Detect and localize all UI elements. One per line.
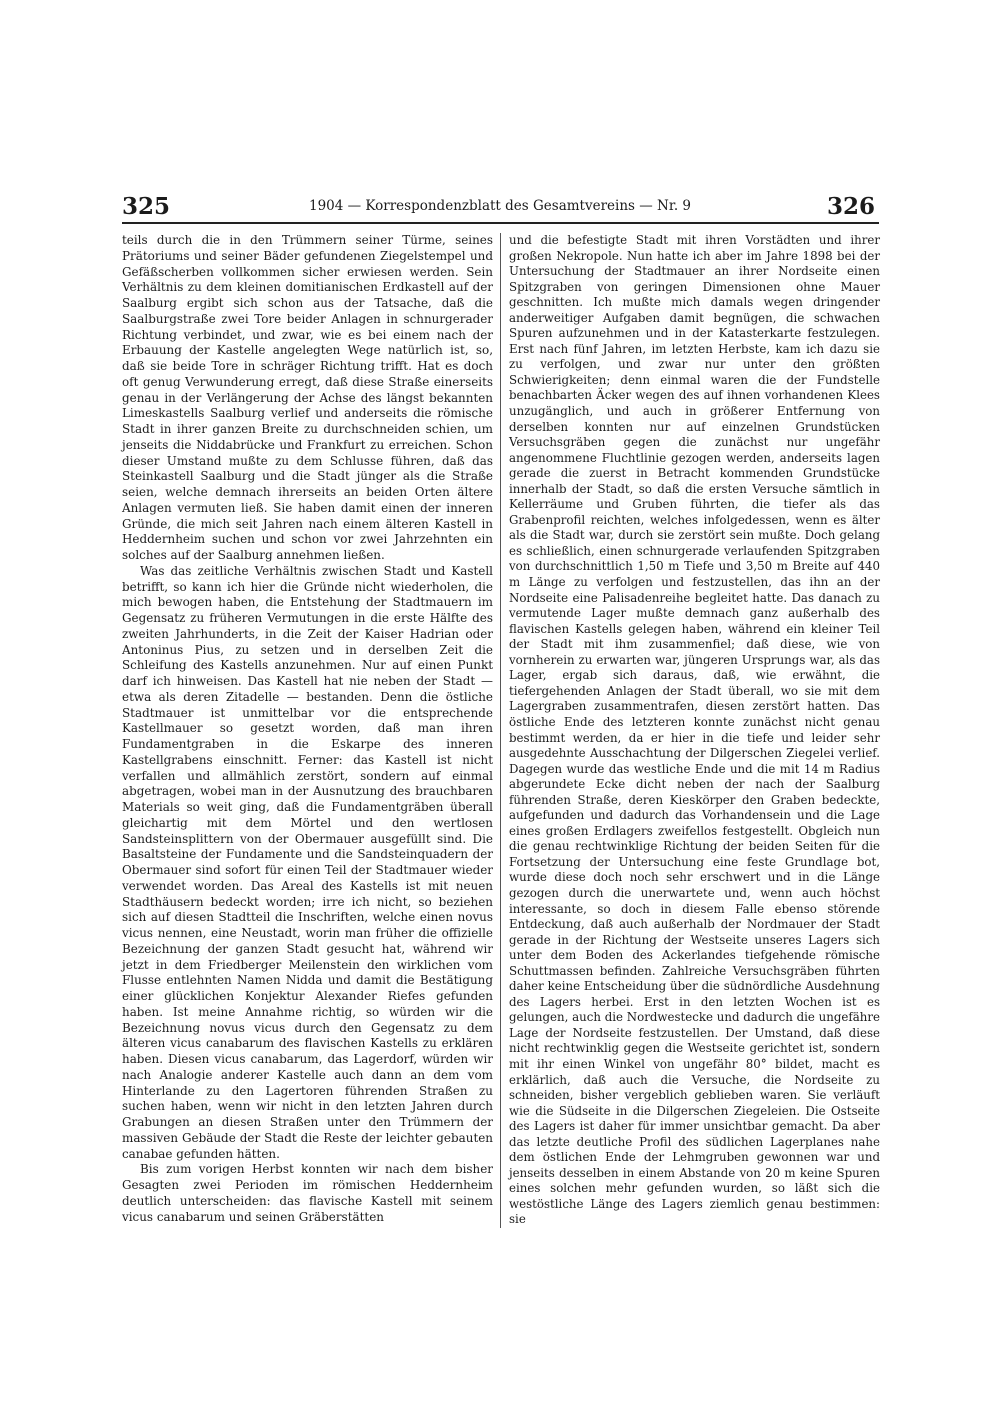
- page-number-right: 326: [826, 193, 875, 220]
- paragraph: Was das zeitliche Verhältnis zwischen Stadt und Kastell betrifft, so kann ich hier die Gründe nicht wiederholen, die mich bewogen haben, die Entstehung der Stadtmauern im Gegensatz zu früheren Vermutungen in die erste Hälfte des zweiten Jahrhunderts, in die Zeit der Kaiser Hadrian oder Antoninus Pius, zu setzen und in derselben Zeit die Schleifung des Kastells anzunehmen. Nur auf einen Punkt darf ich hinweisen. Das Kastell hat nie neben der Stadt — etwa als deren Zitadelle — bestanden. Denn die östliche Stadtmauer ist unmittelbar vor die entsprechende Kastellmauer so gesetzt worden, daß man ihren Fundamentgraben in die Eskarpe des inneren Kastellgrabens einschnitt. Ferner: das Kastell ist nicht verfallen und allmählich zerstört, sondern auf einmal abgetragen, wobei man in der Ausnutzung des brauchbaren Materials so weit ging, daß die Fundamentgräben überall gleichartig mit dem Mörtel und den wertlosen Sandsteinsplittern von der Obermauer ausgefüllt sind. Die Basaltsteine der Fundamente und die Sandsteinquadern der Obermauer sind sofort für einen Teil der Stadtmauer wieder verwendet worden. Das Areal des Kastells ist mit neuen Stadthäusern bedeckt worden; irre ich nicht, so beziehen sich auf diesen Stadtteil die Inschriften, welche einen novus vicus nennen, eine Neustadt, worin man früher die offizielle Bezeichnung der ganzen Stadt gesucht hat, während wir jetzt in dem Friedberger Meilenstein den wirklichen vom Flusse entlehnten Namen Nidda und damit die Bestätigung einer glücklichen Konjektur Alexander Riefes gefunden haben. Ist meine Annahme richtig, so würden wir die Bezeichnung novus vicus durch den Gegensatz zu dem älteren vicus canabarum des flavischen Kastells zu erklären haben. Diesen vicus canabarum, das Lagerdorf, würden wir nach Analogie anderer Kastelle auch dann an dem vom Hinterlande zu den Lagertoren führenden Straßen zu suchen haben, wenn wir nicht in den letzten Jahren durch Grabungen an diesen Straßen unter den Trümmern der massiven Gebäude der Stadt die Reste der leichter gebauten canabae gefunden hätten.: [122, 563, 493, 1161]
- paragraph: und die befestigte Stadt mit ihren Vorstädten und ihrer großen Nekropole. Nun hatte ich aber im Jahre 1898 bei der Untersuchung der Stadtmauer an ihrer Nordseite einen Spitzgraben von geringen Dimensionen ohne Mauer geschnitten. Ich mußte mich damals wegen dringender anderweitiger Aufgaben damit begnügen, die schwachen Spuren aufzunehmen und in der Katasterkarte festzulegen. Erst nach fünf Jahren, im letzten Herbste, kam ich dazu sie zu verfolgen, und zwar nur unter den größten Schwierigkeiten; denn einmal waren die der Fundstelle benachbarten Äcker wegen des auf ihnen vorhandenen Klees unzugänglich, und auch in größerer Entfernung von derselben konnten nur auf einzelnen Grundstücken Versuchsgräben gegen die zunächst nur ungefähr angenommene Fluchtlinie gezogen werden, anderseits lagen gerade die zuerst in Betracht kommenden Grundstücke innerhalb der Stadt, so daß die ersten Versuche sämtlich in Kellerräume und Gruben führten, die tiefer als das Grabenprofil reichten, welches infolgedessen, wenn es älter als die Stadt war, durch sie zerstört sein mußte. Doch gelang es schließlich, einen schnurgerade verlaufenden Spitzgraben von durchschnittlich 1,50 m Tiefe und 3,50 m Breite auf 440 m Länge zu verfolgen und festzustellen, das ihn an der Nordseite eine Palisadenreihe begleitet hatte. Das danach zu vermutende Lager mußte demnach ganz außerhalb des flavischen Kastells gelegen haben, während ein kleiner Teil der Stadt mit ihm zusammenfiel; daß diese, wie von vornherein zu erwarten war, jüngeren Ursprungs war, als das Lager, ergab sich daraus, daß, wie erwähnt, die tiefergehenden Anlagen der Stadt überall, wo sie mit dem Lagergraben zusammentrafen, diesen zerstört hatten. Das östliche Ende des letzteren konnte zunächst nicht genau bestimmt werden, da er hier in die tiefe und leider sehr ausgedehnte Ausschachtung der Dilgerschen Ziegelei verlief. Dagegen wurde das westliche Ende und die mit 14 m Radius abgerundete Ecke dicht neben der nach der Saalburg führenden Straße, deren Kieskörper den Graben bedeckte, aufgefunden und dadurch das Vorhandensein und die Lage eines großen Erdlagers zweifellos festgestellt. Obgleich nun die genau rechtwinklige Richtung der beiden Seiten für die Fortsetzung der Untersuchung eine feste Grundlage bot, wurde diese doch noch sehr erschwert und in die Länge gezogen durch die unerwartete und, wenn auch höchst interessante, so doch in diesem Falle ebenso störende Entdeckung, daß auch außerhalb der Nordmauer der Stadt gerade in der Richtung der Westseite unseres Lagers sich unter dem Boden des Ackerlandes tiefgehende römische Schuttmassen befinden. Zahlreiche Versuchsgräben führten daher keine Entscheidung über die südnördliche Ausdehnung des Lagers herbei. Erst in den letzten Wochen ist es gelungen, auch die Nordwestecke und dadurch die ungefähre Lage der Nordseite festzustellen. Der Umstand, daß diese nicht rechtwinklig gegen die Westseite gerichtet ist, sondern mit ihr einen Winkel von ungefähr 80° bildet, macht es erklärlich, daß auch die Versuche, die Nordseite zu schneiden, bisher vergeblich geblieben waren. Sie verläuft wie die Südseite in die Dilgerschen Ziegeleien. Die Ostseite des Lagers ist daher für immer unsichtbar gemacht. Da aber das letzte deutliche Profil des südlichen Lagerplanes nahe dem östlichen Ende der Lehmgruben gewonnen war und jenseits desselben in einem Abstande von 20 m keine Spuren eines solchen mehr gefunden wurden, so läßt sich die westöstliche Länge des Lagers ziemlich genau bestimmen: sie: [509, 233, 880, 1227]
- paragraph: Bis zum vorigen Herbst konnten wir nach dem bisher Gesagten zwei Perioden im römischen Heddernheim deutlich unterscheiden: das flavische Kastell mit seinem vicus canabarum und seinen Gräberstätten: [122, 1162, 493, 1224]
- left-column: [122, 233, 493, 1225]
- right-column: [509, 233, 880, 1228]
- running-title: 1904 — Korrespondenzblatt des Gesamtvereins — Nr. 9: [308, 198, 692, 214]
- paragraph: teils durch die in den Trümmern seiner Türme, seines Prätoriums und seiner Bäder gefundenen Ziegelstempel und Gefäßscherben vollkommen sicher erwiesen werden. Sein Verhältnis zu dem kleinen domitianischen Erdkastell auf der Saalburg ergibt sich schon aus der Tatsache, daß die Saalburgstraße zwei Tore beider Anlagen in schnurgerader Richtung verbindet, und zwar, wie es bei einem nach der Erbauung der Kastelle angelegten Wege natürlich ist, so, daß sie beide Tore in schräger Richtung trifft. Hat es doch oft genug Verwunderung erregt, daß diese Straße einerseits genau in der Verlängerung der Achse des längst bekannten Limeskastells Saalburg verlief und anderseits die römische Stadt in ihrer ganzen Breite zu durchschneiden schien, um jenseits die Niddabrücke und Frankfurt zu erreichen. Schon dieser Umstand mußte zu dem Schlusse führen, daß das Steinkastell Saalburg und die Stadt jünger als die Straße seien, welche demnach ihrerseits an beiden Orten ältere Anlagen vermuten ließ. Sie haben damit einen der inneren Gründe, die mich seit Jahren nach einem älteren Kastell in Heddernheim suchen und schon vor zwei Jahrzehnten ein solches auf der Saalburg annehmen ließen.: [122, 233, 493, 562]
- column-divider: [500, 233, 501, 1228]
- page-number-left: 325: [122, 193, 171, 220]
- header-rule: [122, 222, 879, 224]
